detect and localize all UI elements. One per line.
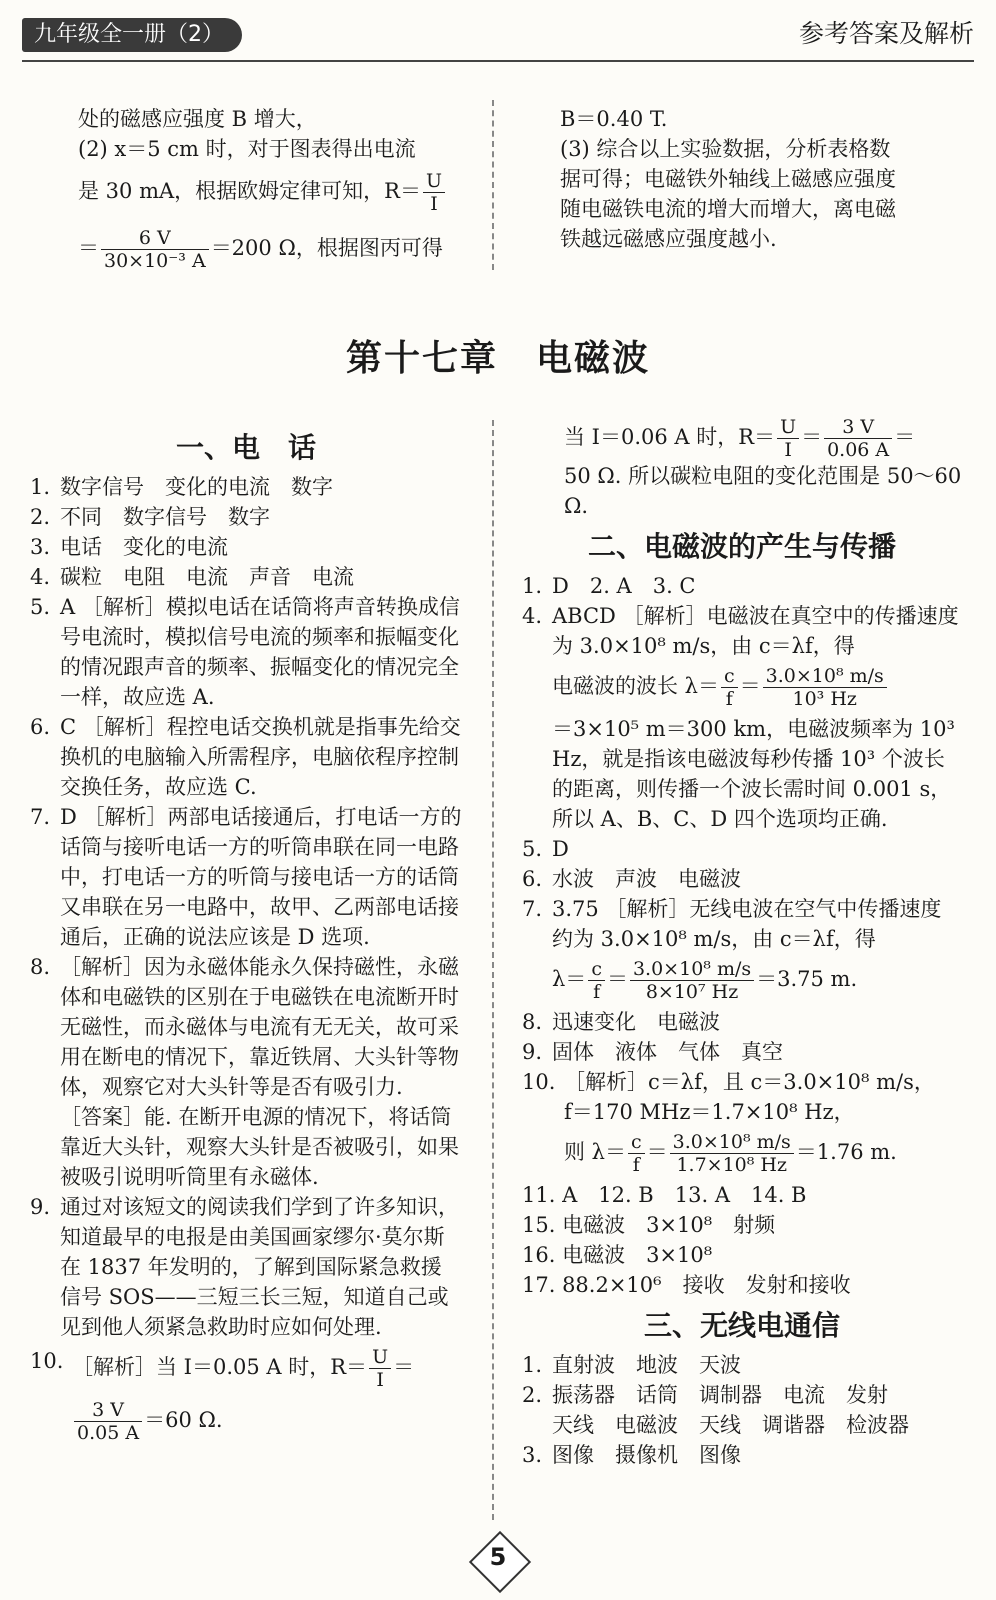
- top-left-block: [78, 104, 470, 272]
- formula-line: 电磁波的波长 λ＝ $\frac{c}{f}$ ＝ $\frac{\text{3.0×10⁸ m/s}}{\text{10³ Hz}}$: [522, 665, 962, 710]
- list-item: 2. 振荡器 话筒 调制器 电流 发射: [522, 1383, 888, 1407]
- column-divider: [492, 420, 494, 1520]
- list-item: 2. 不同 数字信号 数字: [30, 505, 270, 529]
- list-item: 7. 3.75 ［解析］无线电波在空气中传播速度约为 3.0×10⁸ m/s，由 c＝λf，得: [522, 897, 942, 951]
- list-item: 10. ［解析］c＝λf，且 c＝3.0×10⁸ m/s，: [522, 1070, 935, 1094]
- header-right: 参考答案及解析: [798, 19, 974, 48]
- list-item: 3. 图像 摄像机 图像: [522, 1443, 741, 1467]
- list-item: 5. D: [522, 837, 569, 861]
- top-right-block: [560, 104, 960, 254]
- page-number: 5: [489, 1543, 507, 1571]
- text-line: (3) 综合以上实验数据，分析表格数: [560, 137, 891, 161]
- list-item: 1. 直射波 地波 天波: [522, 1353, 741, 1377]
- right-column: [522, 416, 962, 1470]
- header-left: 九年级全一册（2）: [22, 18, 242, 52]
- text-line: 50 Ω. 所以碳粒电阻的变化范围是 50～60 Ω.: [564, 464, 962, 518]
- list-item: 17. 88.2×10⁶ 接收 发射和接收: [522, 1273, 851, 1297]
- header-rule: [22, 60, 974, 62]
- formula-line: 是 30 mA，根据欧姆定律可知，R＝ $\frac{U}{I}$: [78, 170, 470, 215]
- text-line: 据可得；电磁铁外轴线上磁感应强度: [560, 167, 896, 191]
- list-item: 5. A ［解析］模拟电话在话筒将声音转换成信号电流时，模拟信号电流的频率和振幅变化的情况跟声音的频率、振幅变化的情况完全一样，故应选 A.: [30, 595, 460, 709]
- text-line: (2) x＝5 cm 时，对于图表得出电流: [78, 137, 416, 161]
- formula-line: 当 I＝0.06 A 时，R＝ $\frac{U}{I}$ ＝ $\frac{3 V}{0.06 A}$ ＝: [564, 416, 916, 461]
- list-item: 9. 通过对该短文的阅读我们学到了许多知识，知道最早的电报是由美国画家缪尔·莫尔斯在 1837 年发明的，了解到国际紧急救援信号 SOS——三短三长三短，知道自己或见到他人须紧急救助时应如何处理.: [30, 1195, 459, 1339]
- text-line: 随电磁铁电流的增大而增大，离电磁: [560, 197, 896, 221]
- section-title: 三、无线电通信: [643, 1309, 840, 1342]
- text-line: f＝170 MHz＝1.7×10⁸ Hz，: [564, 1100, 855, 1124]
- chapter-title: 第十七章 电磁波: [345, 338, 650, 379]
- section-title: 二、电磁波的产生与传播: [587, 530, 896, 563]
- list-item: 6. 水波 声波 电磁波: [522, 867, 741, 891]
- list-item: 16. 电磁波 3×10⁸: [522, 1243, 713, 1267]
- top-column-divider: [492, 100, 494, 270]
- formula-line: 则 λ＝ $\frac{c}{f}$ ＝ $\frac{\text{3.0×10⁸ m/s}}{\text{1.7×10⁸ Hz}}$ ＝1.76 m.: [564, 1131, 897, 1176]
- list-item: 10. ［解析］当 I＝0.05 A 时，R＝ $\frac{U}{I}$ ＝: [30, 1346, 415, 1391]
- list-item: 11. A 12. B 13. A 14. B: [522, 1183, 807, 1207]
- list-item: 1. D 2. A 3. C: [522, 574, 696, 598]
- list-item: 7. D ［解析］两部电话接通后，打电话一方的话筒与接听电话一方的听筒串联在同一电路中，打电话一方的听筒与接电话一方的话筒又串联在另一电路中，故甲、乙两部电话接通后，正确的说法应该是 D 选项.: [30, 805, 462, 949]
- list-item: 6. C ［解析］程控电话交换机就是指事先给交换机的电脑输入所需程序，电脑依程序控制交换任务，故应选 C.: [30, 715, 461, 799]
- text-line: B＝0.40 T.: [560, 107, 668, 131]
- left-column: [30, 424, 462, 1444]
- list-item: 3. 电话 变化的电流: [30, 535, 228, 559]
- section-title: 一、电 话: [175, 431, 316, 464]
- list-item: 8. ［解析］因为永磁体能永久保持磁性，永磁体和电磁铁的区别在于电磁铁在电流断开时无磁性，而永磁体与电流有无无关，故可采用在断电的情况下，靠近铁屑、大头针等物体，观察它对大头针等是否有吸引力.: [30, 955, 459, 1099]
- list-item: 8. 迅速变化 电磁波: [522, 1010, 720, 1034]
- formula-line: ＝ $\frac{6 V}{\text{30×10⁻³ A}}$ ＝200 Ω，根据图丙可得: [78, 227, 443, 272]
- list-item: 4. ABCD ［解析］电磁波在真空中的传播速度为 3.0×10⁸ m/s，由 c＝λf，得: [522, 604, 959, 658]
- list-item: 4. 碳粒 电阻 电流 声音 电流: [30, 565, 354, 589]
- text-line: 处的磁感应强度 B 增大，: [78, 107, 317, 131]
- text-line: ＝3×10⁵ m＝300 km，电磁波频率为 10³ Hz，就是指该电磁波每秒传播 10³ 个波长的距离，则传播一个波长需时间 0.001 s，所以 A、B、C、D 四个选项均正确.: [552, 717, 955, 831]
- formula-line: λ＝ $\frac{c}{f}$ ＝ $\frac{\text{3.0×10⁸ m/s}}{\text{8×10⁷ Hz}}$ ＝3.75 m.: [552, 958, 858, 1003]
- formula-line: $\frac{3 V}{0.05 A}$ ＝60 Ω.: [30, 1399, 462, 1444]
- list-item: 1. 数字信号 变化的电流 数字: [30, 475, 333, 499]
- list-item: ［答案］能. 在断开电源的情况下，将话筒靠近大头针，观察大头针是否被吸引，如果被吸引说明听筒里有永磁体.: [60, 1105, 459, 1189]
- text-line: 铁越远磁感应强度越小.: [560, 227, 777, 251]
- list-item: 15. 电磁波 3×10⁸ 射频: [522, 1213, 776, 1237]
- text-line: 天线 电磁波 天线 调谐器 检波器: [552, 1413, 909, 1437]
- list-item: 9. 固体 液体 气体 真空: [522, 1040, 783, 1064]
